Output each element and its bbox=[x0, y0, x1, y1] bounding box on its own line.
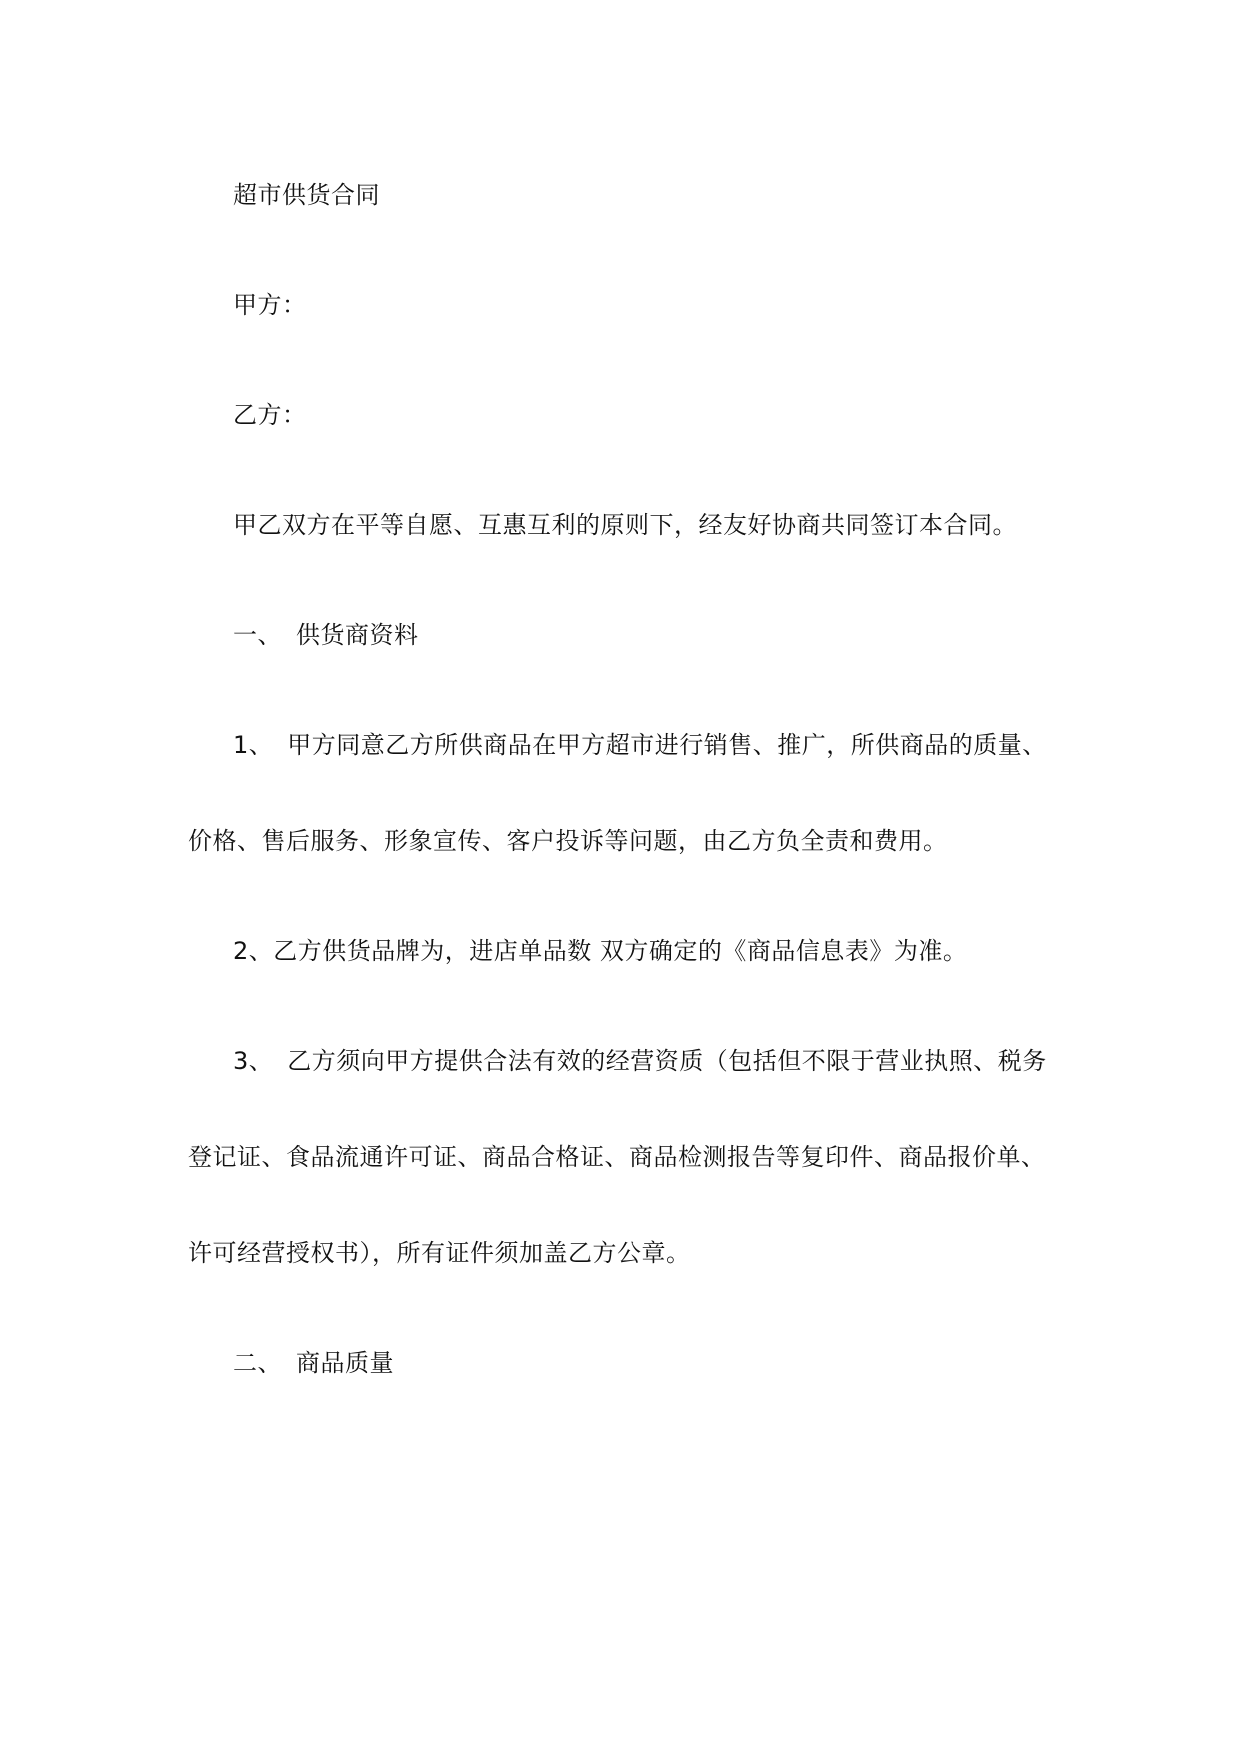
section-2-heading bbox=[233, 1348, 394, 1378]
clause-3-number: 3、 bbox=[233, 1047, 274, 1075]
clause-3-text-1: 乙方须向甲方提供合法有效的经营资质（包括但不限于营业执照、税务 bbox=[287, 1047, 1047, 1075]
clause-2: 2、乙方供货品牌为，进店单品数 双方确定的《商品信息表》为准。 bbox=[233, 937, 968, 965]
document-title: 超市供货合同 bbox=[233, 181, 380, 209]
intro-paragraph: 甲乙双方在平等自愿、互惠互利的原则下，经友好协商共同签订本合同。 bbox=[233, 511, 1017, 539]
section-1-number: 一、 bbox=[233, 621, 282, 649]
clause-3-line-1 bbox=[233, 1046, 1047, 1076]
clause-3-line-3: 许可经营授权书），所有证件须加盖乙方公章。 bbox=[188, 1239, 691, 1267]
section-1-heading bbox=[233, 620, 419, 650]
clause-3-line-2: 登记证、食品流通许可证、商品合格证、商品检测报告等复印件、商品报价单、 bbox=[188, 1143, 1046, 1171]
clause-1-line-1 bbox=[233, 730, 1047, 760]
section-2-title: 商品质量 bbox=[296, 1349, 394, 1377]
section-1-title: 供货商资料 bbox=[296, 621, 419, 649]
clause-1-text-1: 甲方同意乙方所供商品在甲方超市进行销售、推广，所供商品的质量、 bbox=[287, 731, 1047, 759]
clause-1-number: 1、 bbox=[233, 731, 274, 759]
party-b-label: 乙方： bbox=[233, 401, 307, 429]
section-2-number: 二、 bbox=[233, 1349, 282, 1377]
clause-1-line-2: 价格、售后服务、形象宣传、客户投诉等问题，由乙方负全责和费用。 bbox=[188, 827, 948, 855]
party-a-label: 甲方： bbox=[233, 291, 307, 319]
